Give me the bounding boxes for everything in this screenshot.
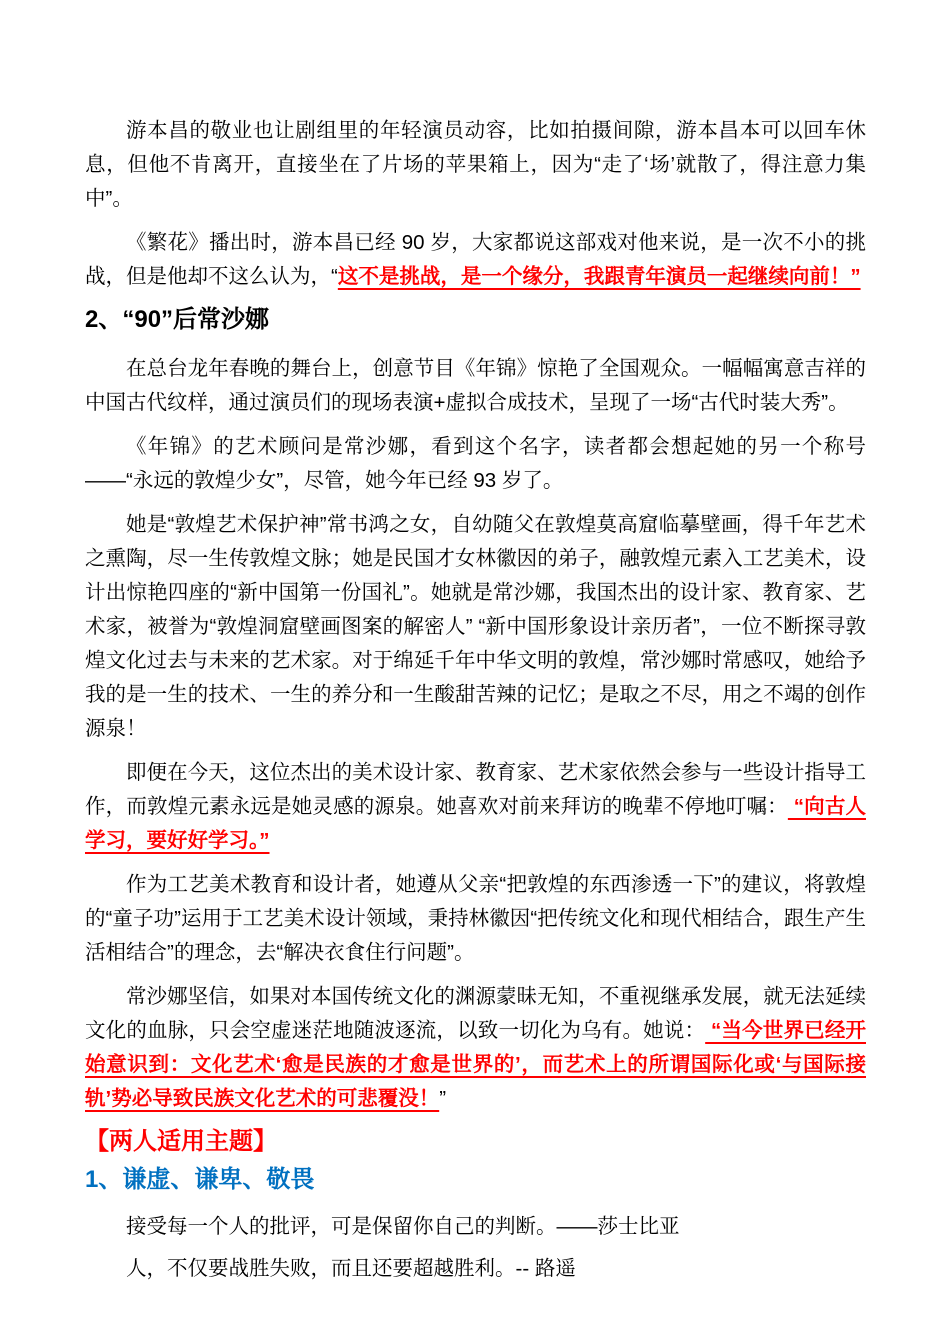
highlight-quote-learn-ancients: “向古人学习，要好好学习。” <box>85 795 866 852</box>
paragraph-fanhua <box>85 226 866 294</box>
topics-heading: 【两人适用主题】 <box>85 1128 277 1155</box>
paragraph-text: 常沙娜坚信，如果对本国传统文化的渊源蒙昧无知，不重视继承发展，就无法延续文化的血脉，只会空虚迷茫地随波逐流，以致一切化为乌有。她说： <box>85 985 866 1042</box>
paragraph-text: 她是“敦煌艺术保护神”常书鸿之女，自幼随父在敦煌莫高窟临摹壁画，得千年艺术之熏陶，尽一生传敦煌文脉；她是民国才女林徽因的弟子，融敦煌元素入工艺美术，设计出惊艳四座的“新中国第一份国礼”。她就是常沙娜，我国杰出的设计家、教育家、艺术家，被誉为“敦煌洞窟壁画图案的解密人” “新中国形象设计亲历者”，一位不断探寻敦煌文化过去与未来的艺术家。对于绵延千年中华文明的敦煌，常沙娜时常感叹，她给予我的是一生的技术、一生的养分和一生酸甜苦辣的记忆；是取之不尽，用之不竭的创作源泉！ <box>85 513 866 740</box>
paragraph-education <box>85 868 866 970</box>
paragraph-nianjin-advisor <box>85 430 866 498</box>
quote-text: 人，不仅要战胜失败，而且还要超越胜利。-- 路遥 <box>126 1257 576 1280</box>
quote-close-mark: ” <box>439 1087 447 1110</box>
paragraph-text: 即便在今天，这位杰出的美术设计家、教育家、艺术家依然会参与一些设计指导工作，而敦煌元素永远是她灵感的源泉。她喜欢对前来拜访的晚辈不停地叮嘱： <box>85 761 866 818</box>
paragraph-devotion <box>85 114 866 216</box>
paragraph-biography <box>85 508 866 746</box>
paragraph-belief <box>85 980 866 1116</box>
paragraph-text: 《繁花》播出时，游本昌已经 90 岁，大家都说这部戏对他来说，是一次不小的挑战，但是他却不这么认为， <box>85 231 866 288</box>
paragraph-text: 《年锦》的艺术顾问是常沙娜，看到这个名字，读者都会想起她的另一个称号——“永远的敦煌少女”，尽管，她今年已经 93 岁了。 <box>85 435 866 492</box>
highlight-quote-youbenchang: 这不是挑战，是一个缘分，我跟青年演员一起继续向前！” <box>337 265 861 288</box>
paragraph-text: 在总台龙年春晚的舞台上，创意节目《年锦》惊艳了全国观众。一幅幅寓意吉祥的中国古代纹样，通过演员们的现场表演+虚拟合成技术，呈现了一场“古代时装大秀”。 <box>85 357 866 414</box>
quote-shakespeare <box>85 1210 866 1244</box>
paragraph-nianjin-show <box>85 352 866 420</box>
topic1-heading-humility: 1、谦虚、谦卑、敬畏 <box>85 1166 315 1193</box>
quote-text: 接受每一个人的批评，可是保留你自己的判断。——莎士比亚 <box>126 1215 680 1238</box>
paragraph-text: 作为工艺美术教育和设计者，她遵从父亲“把敦煌的东西渗透一下”的建议，将敦煌的“童子功”运用于工艺美术设计领域，秉持林徽因“把传统文化和现代相结合，跟生产生活相结合”的理念，去“解决衣食住行问题”。 <box>85 873 866 964</box>
quote-open-mark: “ <box>331 265 338 288</box>
section-heading-changshana: 2、“90”后常沙娜 <box>85 306 270 333</box>
paragraph-today <box>85 756 866 858</box>
quote-luyao <box>85 1252 866 1286</box>
highlight-quote-world-awareness: “当今世界已经开始意识到：文化艺术‘愈是民族的才愈是世界的’，而艺术上的所谓国际化或‘与国际接轨’势必导致民族文化艺术的可悲覆没！ <box>85 1019 866 1110</box>
paragraph-text: 游本昌的敬业也让剧组里的年轻演员动容，比如拍摄间隙，游本昌本可以回车休息，但他不肯离开，直接坐在了片场的苹果箱上，因为“走了‘场’就散了，得注意力集中”。 <box>85 119 866 210</box>
